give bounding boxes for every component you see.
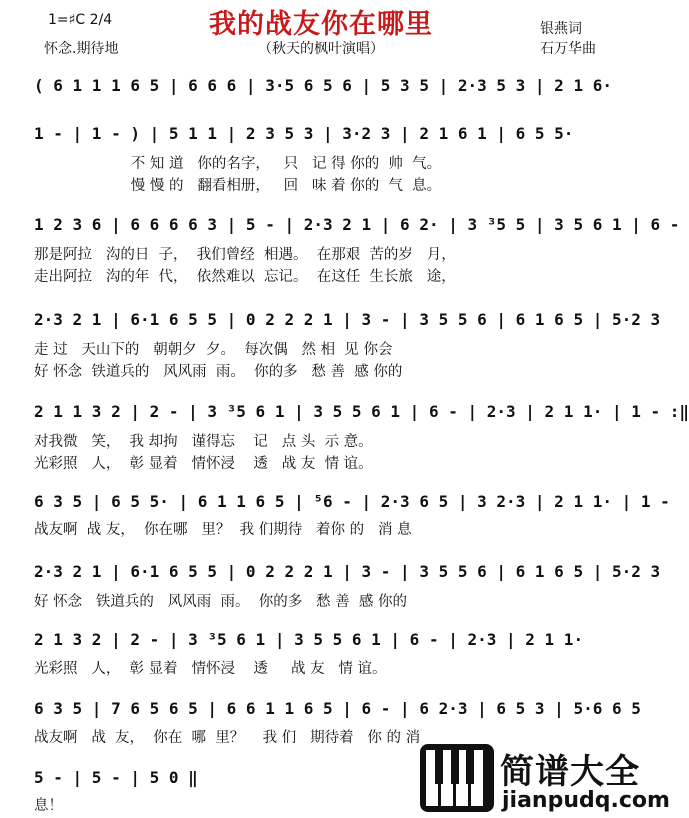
expression-mark: 怀念.期待地 [44,41,119,57]
score-system-9-notes: 6 3 5 | 7 6 5 6 5 | 6 6 1 1 6 5 | 6 - | 6 2·3 | 6 5 3 | 5·6 6 5 [34,699,641,718]
score-system-10-notes: 5 - | 5 - | 5 0 ‖ [34,768,198,787]
site-logo [418,738,670,818]
composer: 石万华曲 [540,41,596,57]
key-signature: 1=♯C 2/4 [48,12,113,28]
score-system-3-lyric-2: 走出阿拉 沟的年 代， 依然难以 忘记。 在这任 生长旅 途， [34,269,456,285]
score-system-5-lyric-2: 光彩照 人， 彰 显着 情怀浸 透 战 友 情 谊。 [34,456,373,472]
score-system-7-lyric-1: 好 怀念 铁道兵的 风风雨 雨。 你的多 愁 善 感 你的 [34,594,407,610]
score-system-6-notes: 6 3 5 | 6 5 5· | 6 1 1 6 5 | ⁵6 - | 2·3 6 5 | 3 2·3 | 2 1 1· | 1 - [34,492,670,511]
piano-keys-icon [418,742,496,814]
logo-text: 简谱大全 [500,752,640,792]
score-system-4-notes: 2·3 2 1 | 6·1 6 5 5 | 0 2 2 2 1 | 3 - | 3 5 5 6 | 6 1 6 5 | 5·2 3 [34,310,661,329]
score-system-2-notes: 1 - | 1 - ) | 5 1 1 | 2 3 5 3 | 3·2 3 | 2 1 6 1 | 6 5 5· [34,124,574,143]
logo-url: jianpudq.com [502,788,670,813]
score-system-2-lyric-2: 慢 慢 的 翻看相册， 回 味 着 你的 气 息。 [34,178,442,194]
score-system-7-notes: 2·3 2 1 | 6·1 6 5 5 | 0 2 2 2 1 | 3 - | 3 5 5 6 | 6 1 6 5 | 5·2 3 [34,562,661,581]
score-system-2-lyric-1: 不 知 道 你的名字， 只 记 得 你的 帅 气。 [34,156,442,172]
score-system-9-lyric-1: 战友啊 战 友， 你在 哪 里？ 我 们 期待着 你 的 消 [34,730,421,746]
song-title: 我的战友你在哪里 [209,9,433,40]
score-system-3-lyric-1: 那是阿拉 沟的日 子， 我们曾经 相遇。 在那艰 苦的岁 月， [34,247,456,263]
score-system-8-notes: 2 1 3 2 | 2 - | 3 ³5 6 1 | 3 5 5 6 1 | 6 - | 2·3 | 2 1 1· [34,630,584,649]
score-system-1-notes: ( 6 1 1 1 6 5 | 6 6 6 | 3·5 6 5 6 | 5 3 5 | 2·3 5 3 | 2 1 6· [34,76,612,95]
score-system-5-lyric-1: 对我微 笑， 我 却拘 谨得忘 记 点 头 示 意。 [34,434,373,450]
score-system-3-notes: 1 2 3 6 | 6 6 6 6 3 | 5 - | 2·3 2 1 | 6 2· | 3 ³5 5 | 3 5 6 1 | 6 - [34,215,680,234]
score-system-8-lyric-1: 光彩照 人， 彰 显着 情怀浸 透 战 友 情 谊。 [34,661,387,677]
score-system-4-lyric-2: 好 怀念 铁道兵的 风风雨 雨。 你的多 愁 善 感 你的 [34,364,403,380]
performer-subtitle: （秋天的枫叶演唱） [258,41,384,57]
score-system-10-lyric-1: 息！ [34,798,63,814]
score-system-4-lyric-1: 走 过 天山下的 朝朝夕 夕。 每次偶 然 相 见 你会 [34,342,393,358]
score-system-6-lyric-1: 战友啊 战 友， 你在哪 里？ 我 们期待 着你 的 消 息 [34,522,412,538]
lyricist: 银燕词 [540,21,582,37]
score-system-5-notes: 2 1 1 3 2 | 2 - | 3 ³5 6 1 | 3 5 5 6 1 | 6 - | 2·3 | 2 1 1· | 1 - :‖ [34,402,689,421]
